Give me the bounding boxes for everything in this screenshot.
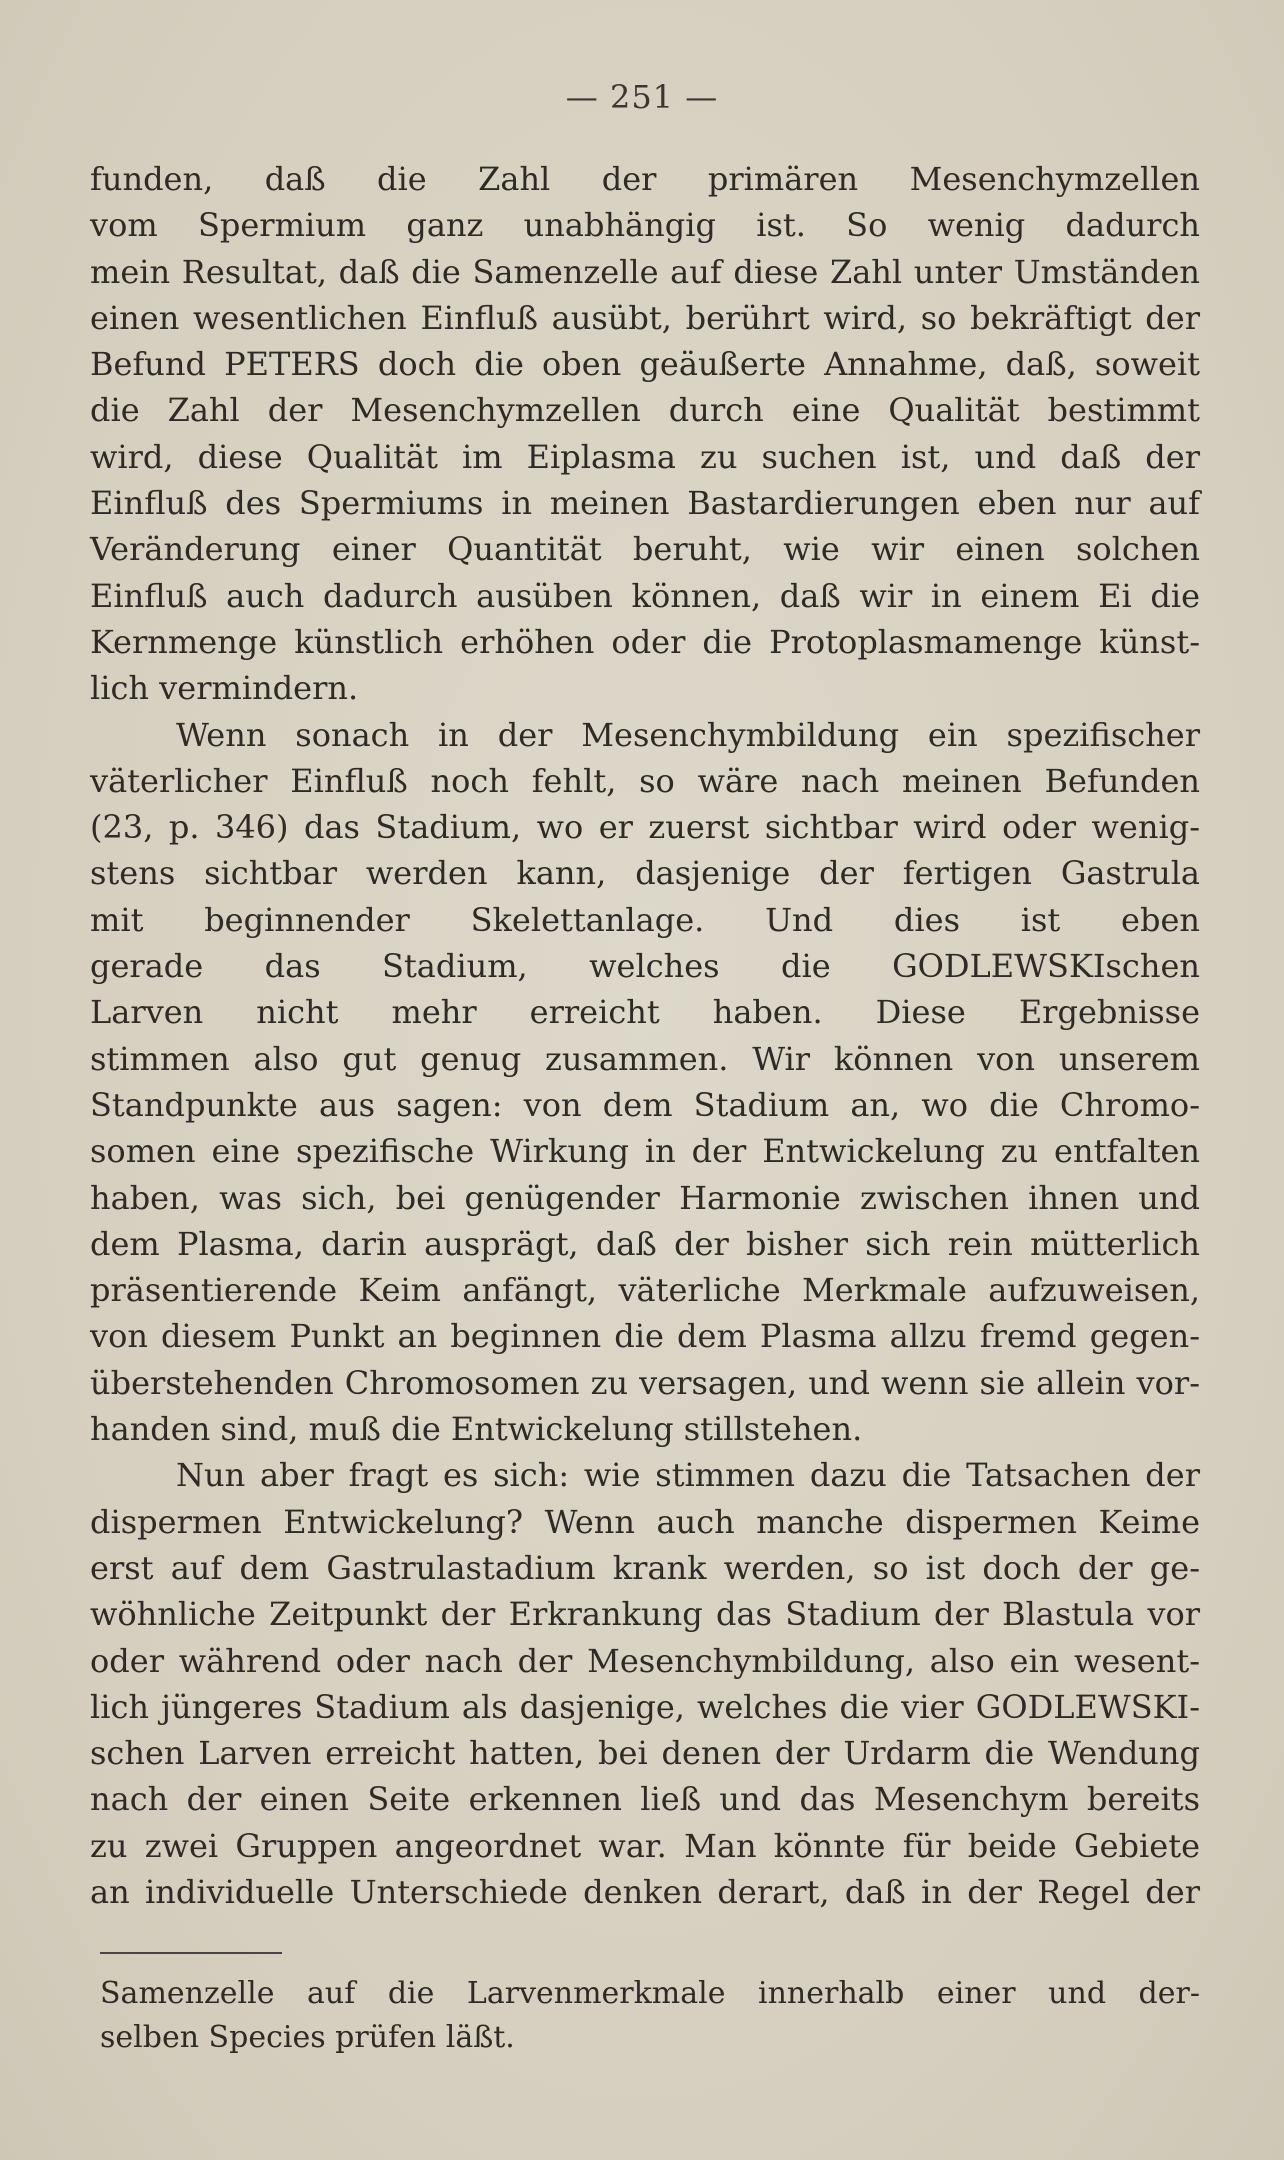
text-line: präsentierende Keim anfängt, väterliche Merkmale aufzuweisen, — [90, 1271, 1200, 1310]
footnote-line: Samenzelle auf die Larvenmerkmale innerhalb einer und der- — [100, 1976, 1200, 2011]
text-line: von diesem Punkt an beginnen die dem Plasma allzu fremd gegen- — [90, 1317, 1200, 1356]
footnote-divider — [100, 1952, 282, 1954]
text-line: nach der einen Seite erkennen ließ und das Mesenchym bereits — [90, 1780, 1200, 1819]
page-number: — 251 — — [565, 78, 719, 116]
text-line: wird, diese Qualität im Eiplasma zu suchen ist, und daß der — [90, 437, 1200, 476]
text-line: stens sichtbar werden kann, dasjenige der fertigen Gastrula — [90, 854, 1200, 893]
text-line: schen Larven erreicht hatten, bei denen der Urdarm die Wendung — [90, 1734, 1200, 1773]
text-line: an individuelle Unterschiede denken derart, daß in der Regel der — [90, 1872, 1200, 1911]
text-line: handen sind, muß die Entwickelung stillstehen. — [90, 1410, 863, 1449]
text-line: lich vermindern. — [90, 669, 359, 708]
text-line: Standpunkte aus sagen: von dem Stadium an, wo die Chromo- — [90, 1085, 1200, 1124]
text-line: zu zwei Gruppen angeordnet war. Man könnte für beide Gebiete — [90, 1826, 1200, 1865]
text-line: mein Resultat, daß die Samenzelle auf diese Zahl unter Umständen — [90, 252, 1200, 291]
text-line: gerade das Stadium, welches die GODLEWSKIschen — [90, 947, 1200, 986]
paragraph-first-line: Wenn sonach in der Mesenchymbildung ein spezifischer — [176, 715, 1200, 754]
text-line: wöhnliche Zeitpunkt der Erkrankung das Stadium der Blastula vor — [90, 1595, 1200, 1634]
body-text — [90, 156, 1200, 1915]
text-line: dispermen Entwickelung? Wenn auch manche dispermen Keime — [90, 1502, 1200, 1541]
text-line: Einfluß des Spermiums in meinen Bastardierungen eben nur auf — [90, 484, 1200, 523]
text-line: somen eine spezifische Wirkung in der Entwickelung zu entfalten — [90, 1132, 1200, 1171]
paragraph-first-line: Nun aber fragt es sich: wie stimmen dazu die Tatsachen der — [176, 1456, 1200, 1495]
text-line: stimmen also gut genug zusammen. Wir können von unserem — [90, 1039, 1200, 1078]
text-line: Einfluß auch dadurch ausüben können, daß wir in einem Ei die — [90, 576, 1200, 615]
text-line: einen wesentlichen Einfluß ausübt, berührt wird, so bekräftigt der — [90, 298, 1200, 337]
text-line: Larven nicht mehr erreicht haben. Diese Ergebnisse — [90, 993, 1200, 1032]
text-line: haben, was sich, bei genügender Harmonie zwischen ihnen und — [90, 1178, 1200, 1217]
text-line: mit beginnender Skelettanlage. Und dies ist eben — [90, 900, 1200, 939]
text-line: Befund PETERS doch die oben geäußerte Annahme, daß, soweit — [90, 345, 1200, 384]
text-line: Kernmenge künstlich erhöhen oder die Protoplasmamenge künst- — [90, 622, 1200, 661]
footnote-line: selben Species prüfen läßt. — [100, 2020, 515, 2055]
text-line: oder während oder nach der Mesenchymbildung, also ein wesent- — [90, 1641, 1200, 1680]
text-line: vom Spermium ganz unabhängig ist. So wenig dadurch — [90, 206, 1200, 245]
text-line: väterlicher Einfluß noch fehlt, so wäre nach meinen Befunden — [90, 761, 1200, 800]
text-line: (23, p. 346) das Stadium, wo er zuerst sichtbar wird oder wenig- — [90, 808, 1200, 847]
text-line: dem Plasma, darin ausprägt, daß der bisher sich rein mütterlich — [90, 1224, 1200, 1263]
text-line: überstehenden Chromosomen zu versagen, und wenn sie allein vor- — [90, 1363, 1200, 1402]
text-line: funden, daß die Zahl der primären Mesenchymzellen — [90, 160, 1200, 198]
text-line: lich jüngeres Stadium als dasjenige, welches die vier GODLEWSKI- — [90, 1687, 1200, 1726]
text-line: die Zahl der Mesenchymzellen durch eine Qualität bestimmt — [90, 391, 1200, 430]
text-line: erst auf dem Gastrulastadium krank werden, so ist doch der ge- — [90, 1548, 1200, 1587]
footnote — [100, 1972, 1200, 2060]
text-line: Veränderung einer Quantität beruht, wie wir einen solchen — [90, 530, 1200, 569]
